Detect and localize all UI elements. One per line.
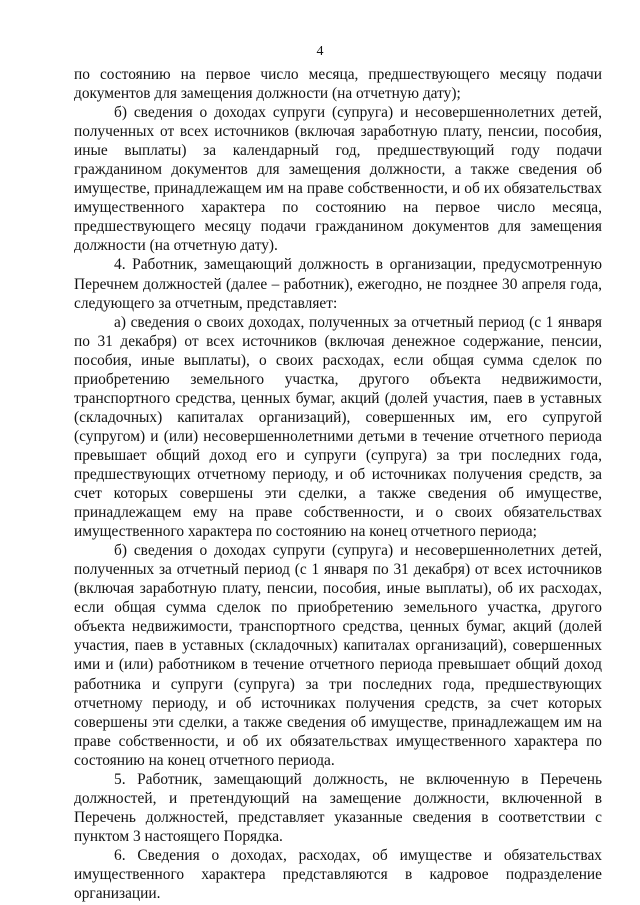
paragraph-4: 4. Работник, замещающий должность в организации, предусмотренную Перечнем должностей (далее – работник), ежегодно, не позднее 30 апреля года, следующего за отчетным, представляет: [74, 256, 602, 312]
paragraph-3b: б) сведения о доходах супруги (супруга) и несовершеннолетних детей, полученных от всех источников (включая заработную плату, пенсии, пособия, иные выплаты) за календарный год, предшествующий году подачи гражданином документов для замещения должности, а также сведения об имуществе, принадлежащем им на праве собственности, и об их обязательствах имущественного характера по состоянию на первое число месяца, предшествующего месяцу подачи гражданином документов для замещения должности (на отчетную дату). [74, 104, 602, 255]
page-number: 4 [316, 44, 324, 59]
paragraph-4b: б) сведения о доходах супруги (супруга) и несовершеннолетних детей, полученных за отчетный период (с 1 января по 31 декабря) от всех источников (включая заработную плату, пенсии, пособия, иные выплаты), об их расходах, если общая сумма сделок по приобретению земельного участка, другого объекта недвижимости, транспортного средства, ценных бумаг, акций (долей участия, паев в уставных (складочных) капиталах организаций), совершенных ими и (или) работником в течение отчетного периода превышает общий доход работника и супруги (супруга) за три последних года, предшествующих отчетному периоду, и об источниках получения средств, за счет которых совершены эти сделки, а также сведения об имуществе, принадлежащем им на праве собственности, и об их обязательствах имущественного характера по состоянию на конец отчетного периода. [74, 542, 602, 769]
paragraph-5: 5. Работник, замещающий должность, не включенную в Перечень должностей, и претендующий на замещение должности, включенной в Перечень должностей, представляет указанные сведения в соответствии с пунктом 3 настоящего Порядка. [74, 770, 602, 845]
paragraph-6: 6. Сведения о доходах, расходах, об имуществе и обязательствах имущественного характера представляются в кадровое подразделение организации. [74, 846, 602, 903]
document-body [74, 65, 602, 903]
paragraph-continuation: по состоянию на первое число месяца, предшествующего месяцу подачи документов для замещения должности (на отчетную дату); [74, 66, 602, 103]
paragraph-4a: а) сведения о своих доходах, полученных за отчетный период (с 1 января по 31 декабря) от всех источников (включая денежное содержание, пенсии, пособия, иные выплаты), о своих расходах, если общая сумма сделок по приобретению земельного участка, другого объекта недвижимости, транспортного средства, ценных бумаг, акций (долей участия, паев в уставных (складочных) капиталах организаций), совершенных им, его супругой (супругом) и (или) несовершеннолетними детьми в течение отчетного периода превышает общий доход его и супруги (супруга) за три последних года, предшествующих отчетному периоду, и об источниках получения средств, за счет которых совершены эти сделки, а также сведения об имуществе, принадлежащем ему на праве собственности, и о своих обязательствах имущественного характера по состоянию на конец отчетного периода; [74, 313, 602, 541]
